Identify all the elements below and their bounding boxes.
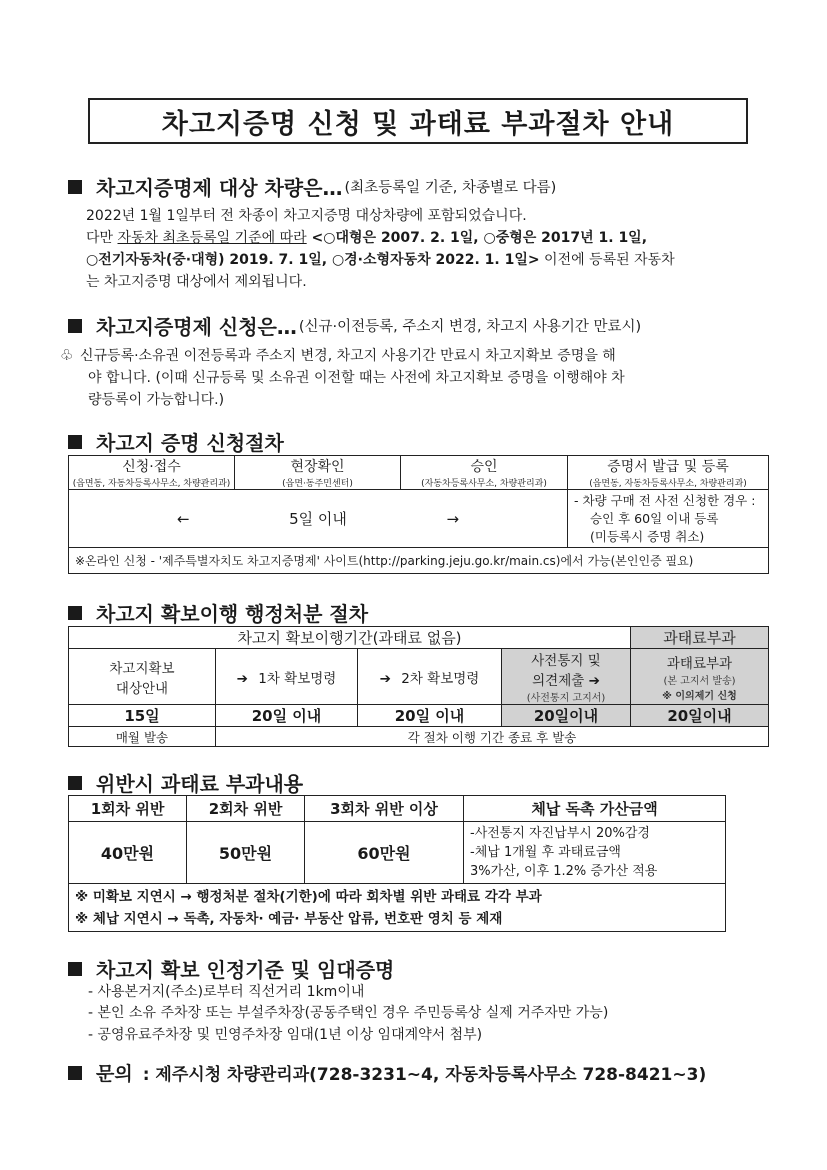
text-line: [86, 249, 675, 271]
heading-text: 차고지증명제 대상 차량은…: [96, 176, 343, 200]
fines-header-row: [69, 796, 726, 822]
step-small: (사전통지 고지서): [526, 693, 606, 704]
step-label-text: 의견제출: [532, 673, 585, 689]
step-label: 사전통지 및: [531, 653, 601, 669]
criteria-item: - 공영유료주차장 및 민영주차장 임대(1년 이상 임대계약서 첨부): [88, 1027, 483, 1043]
bold-text: ○전기자동차(중·대형) 2019. 7. 1일, ○경·소형자동차 2022. 1. 1일>: [86, 252, 540, 268]
step-label: 현장확인: [290, 459, 345, 475]
days-cell: 20일 이내: [358, 705, 502, 727]
heading-text: 차고지 확보이행 행정처분 절차: [96, 602, 369, 626]
section-heading-criteria: [68, 954, 394, 983]
days-cell: 15일: [69, 705, 216, 727]
note-line: - 차량 구매 전 사전 신청한 경우 :: [574, 492, 756, 508]
contact-text: : 제주시청 차량관리과(728-3231~4, 자동차등록사무소 728-8421~3): [142, 1065, 707, 1085]
step-label: 대상안내: [115, 680, 169, 697]
fine-amount: 60만원: [305, 822, 464, 884]
days-cell: 20일이내: [631, 705, 769, 727]
step-label: 1차 확보명령: [258, 670, 337, 687]
heading-text: 차고지 확보 인정기준 및 임대증명: [96, 958, 395, 982]
fines-notes-cell: [69, 884, 726, 932]
period-cell: [69, 490, 568, 548]
admin-step-cell: [216, 649, 358, 705]
arrow-right-icon: ➔: [379, 670, 391, 687]
admin-days-row: [69, 705, 769, 727]
admin-step-cell: [69, 649, 216, 705]
text-line: 량등록이 가능합니다.): [88, 392, 225, 408]
step-label: [502, 669, 630, 689]
step-cell: [69, 456, 235, 490]
heading-text: 위반시 과태료 부과내용: [96, 772, 304, 796]
heading-sub: (최초등록일 기준, 차종별로 다름): [344, 180, 557, 196]
page-title: 차고지증명 신청 및 과태료 부과절차 안내: [88, 98, 748, 144]
square-bullet-icon: [68, 180, 82, 194]
square-bullet-icon: [68, 962, 82, 976]
section-heading-target-vehicles: [68, 172, 556, 201]
target-vehicles-text: [86, 205, 675, 293]
step-label: 신청·접수: [122, 459, 181, 475]
square-bullet-icon: [68, 606, 82, 620]
fines-table: [68, 795, 726, 932]
section-heading-administrative: [68, 598, 368, 627]
fine-header-cell: 2회차 위반: [187, 796, 305, 822]
online-row: [69, 548, 769, 574]
contact-line: [68, 1059, 706, 1086]
fine-header-cell: 체납 독촉 가산금액: [464, 796, 726, 822]
application-text: [80, 345, 625, 411]
compliance-period-header: 차고지 확보이행기간(과태료 없음): [69, 627, 631, 649]
bold-text: <○대형은 2007. 2. 1일, ○중형은 2017년 1. 1일,: [306, 230, 648, 246]
step-sub: (읍면동, 자동차등록사무소, 차량관리과): [589, 479, 747, 489]
step-sub: (읍면동, 자동차등록사무소, 차량관리과): [72, 479, 231, 489]
step-sub: (자동차등록사무소, 차량관리과): [421, 479, 547, 489]
admin-step-cell: [502, 649, 631, 705]
square-bullet-icon: [68, 1066, 82, 1080]
arrow-right-icon: ➔: [236, 670, 248, 687]
note-line: 승인 후 60일 이내 등록: [590, 510, 719, 526]
admin-step-cell: [631, 649, 769, 705]
after-period-cell: 각 절차 이행 기간 종료 후 발송: [216, 727, 769, 747]
procedure-steps-row: [69, 456, 769, 490]
step-cell: [568, 456, 769, 490]
heading-text: 차고지 증명 신청절차: [96, 431, 284, 455]
step-label: 승인: [470, 459, 498, 475]
fine-header-cell: 3회차 위반 이상: [305, 796, 464, 822]
fines-amount-row: [69, 822, 726, 884]
fine-header-cell: 1회차 위반: [69, 796, 187, 822]
text-line: 2022년 1월 1일부터 전 차종이 차고지증명 대상차량에 포함되었습니다.: [86, 208, 527, 224]
heading-text: 차고지증명제 신청은…: [96, 315, 297, 339]
square-bullet-icon: [68, 435, 82, 449]
admin-dispatch-row: [69, 727, 769, 747]
step-cell: [235, 456, 401, 490]
fines-notes-row: [69, 884, 726, 932]
monthly-dispatch-cell: 매월 발송: [69, 727, 216, 747]
admin-steps-row: [69, 649, 769, 705]
note-line: (미등록시 증명 취소): [590, 528, 705, 544]
note-line: ※ 체납 지연시 → 독촉, 자동차· 예금· 부동산 압류, 번호판 영치 등 제재: [75, 910, 503, 927]
heading-sub: (신규·이전등록, 주소지 변경, 차고지 사용기간 만료시): [298, 319, 642, 335]
criteria-item: - 사용본거지(주소)로부터 직선거리 1km이내: [88, 984, 365, 1000]
step-label: 과태료부과: [666, 655, 733, 672]
fine-amount: 40만원: [69, 822, 187, 884]
square-bullet-icon: [68, 319, 82, 333]
note-line: ※ 미확보 지연시 → 행정처분 절차(기한)에 따라 회차별 위반 과태료 각각 부과: [75, 888, 542, 905]
procedure-table: [68, 455, 769, 574]
arrow-right-icon: ➔: [588, 673, 600, 689]
arrow-left-icon: ←: [176, 510, 190, 528]
admin-header-row: [69, 627, 769, 649]
administrative-procedure-table: [68, 626, 769, 747]
step-small: (본 고지서 발송): [663, 675, 736, 687]
online-application-note: ※온라인 신청 - '제주특별자치도 차고지증명제' 사이트(http://parking.jeju.go.kr/main.cs)에서 가능(본인인증 필요): [69, 548, 769, 574]
text-line: [86, 227, 675, 249]
criteria-item: - 본인 소유 주차장 또는 부설주차장(공동주택인 경우 주민등록상 실제 거주자만 가능): [88, 1005, 609, 1021]
step-label: 2차 확보명령: [401, 670, 480, 687]
admin-step-cell: [358, 649, 502, 705]
text-span: 다만: [86, 230, 118, 246]
contact-label: 문의: [96, 1063, 133, 1085]
step-label: 증명서 발급 및 등록: [607, 459, 729, 475]
step-label: 차고지확보: [109, 660, 175, 677]
square-bullet-icon: [68, 776, 82, 790]
underlined-text: 자동차 최초등록일 기준에 따라: [117, 230, 307, 246]
period-text: 5일 이내: [289, 510, 347, 528]
fine-amount: 50만원: [187, 822, 305, 884]
fine-imposition-header: 과태료부과: [631, 627, 769, 649]
procedure-period-row: [69, 490, 769, 548]
surcharge-line: 3%가산, 이후 1.2% 증가산 적용: [470, 864, 658, 879]
text-line: 는 차고지증명 대상에서 제외됩니다.: [86, 274, 307, 290]
days-cell: 20일 이내: [216, 705, 358, 727]
section-heading-fines: [68, 768, 303, 797]
step-small: ※ 이의제기 신청: [662, 690, 737, 702]
clover-icon: ♧: [60, 346, 74, 364]
surcharge-line: -사전통지 자진납부시 20%감경: [470, 826, 650, 841]
step-cell: [401, 456, 568, 490]
arrow-right-icon: →: [446, 510, 460, 528]
text-line: 야 합니다. (이때 신규등록 및 소유권 이전할 때는 사전에 차고지확보 증명을 이행해야 차: [88, 370, 625, 386]
text-span: 이전에 등록된 자동차: [539, 252, 675, 268]
section-heading-application: [68, 311, 641, 340]
registration-note-cell: [568, 490, 769, 548]
step-sub: (읍면·동주민센터): [282, 479, 353, 489]
text-line: 신규등록·소유권 이전등록과 주소지 변경, 차고지 사용기간 만료시 차고지확보 증명을 해: [80, 348, 616, 364]
section-heading-procedure: [68, 427, 284, 456]
days-cell: 20일이내: [502, 705, 631, 727]
surcharge-cell: [464, 822, 726, 884]
surcharge-line: -체납 1개월 후 과태료금액: [470, 845, 621, 860]
